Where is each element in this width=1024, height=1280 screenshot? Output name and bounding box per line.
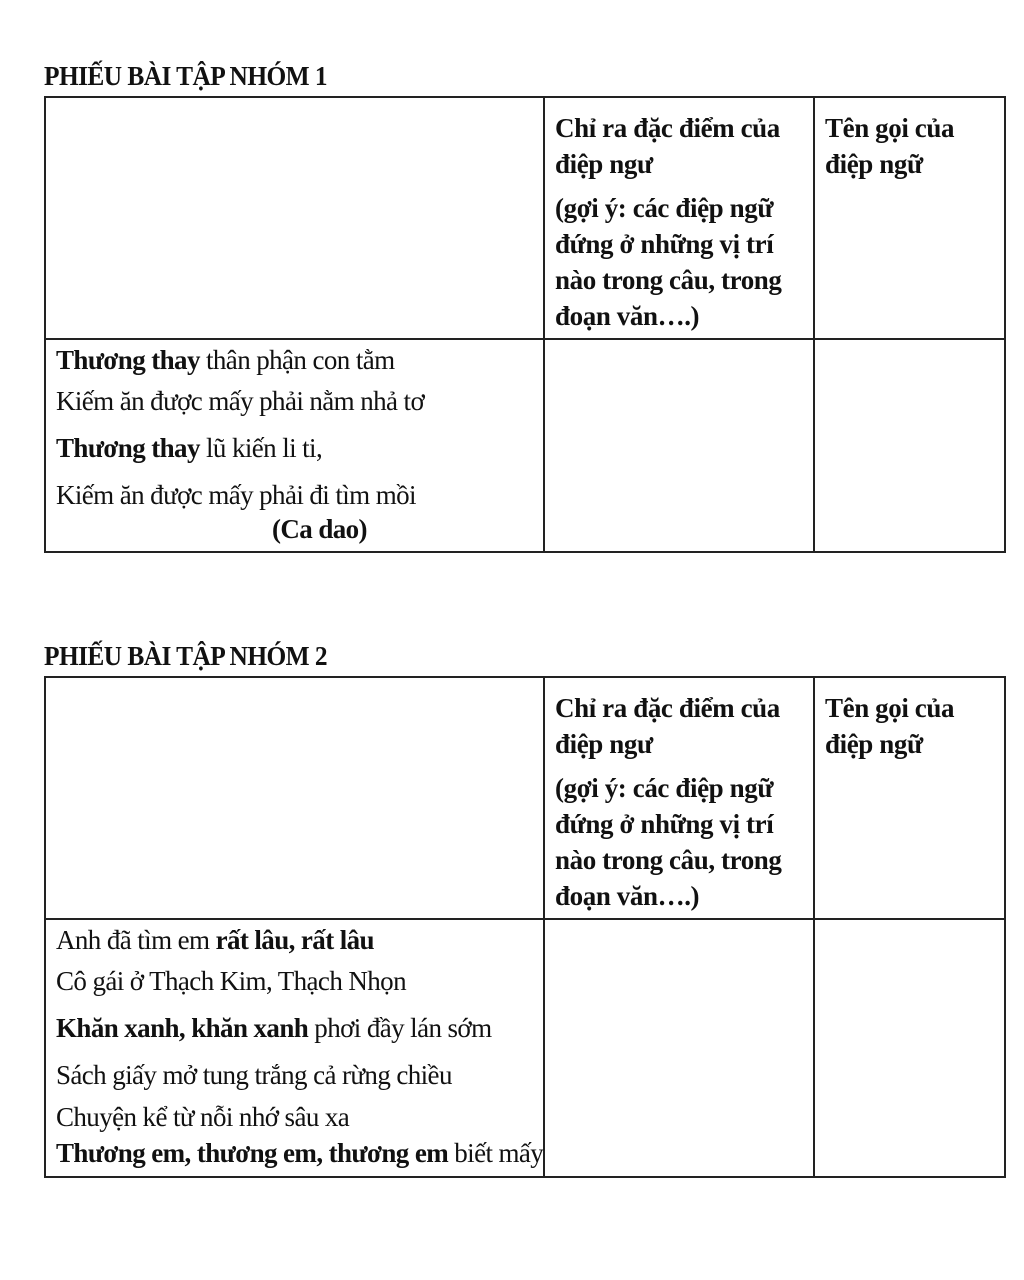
poem-line: Cô gái ở Thạch Kim, Thạch Nhọn bbox=[56, 966, 406, 996]
exercise-table bbox=[44, 676, 1006, 1178]
worksheet-group-2 bbox=[44, 640, 1004, 1178]
header-cell-name bbox=[814, 677, 1005, 919]
answer-cell-characteristics[interactable] bbox=[544, 919, 814, 1177]
poem-cell bbox=[45, 339, 544, 552]
header-characteristics-label: Chỉ ra đặc điểm của điệp ngư bbox=[555, 693, 780, 759]
poem-line: Anh đã tìm em rất lâu, rất lâu bbox=[56, 925, 374, 955]
table-row bbox=[45, 339, 1005, 552]
header-cell-empty bbox=[45, 677, 544, 919]
header-characteristics-hint: (gợi ý: các điệp ngữ đứng ở những vị trí nào trong câu, trong đoạn văn….) bbox=[555, 773, 782, 911]
answer-cell-characteristics[interactable] bbox=[544, 339, 814, 552]
poem-line: Thương thay thân phận con tằm bbox=[56, 345, 395, 375]
header-cell-empty bbox=[45, 97, 544, 339]
header-name-label: Tên gọi của điệp ngữ bbox=[825, 693, 955, 759]
table-header-row bbox=[45, 97, 1005, 339]
header-cell-name bbox=[814, 97, 1005, 339]
header-cell-characteristics bbox=[544, 97, 814, 339]
poem-cell bbox=[45, 919, 544, 1177]
header-characteristics-label: Chỉ ra đặc điểm của điệp ngư bbox=[555, 113, 780, 179]
poem-line: Thương thay lũ kiến li ti, bbox=[56, 433, 323, 463]
header-characteristics-hint: (gợi ý: các điệp ngữ đứng ở những vị trí nào trong câu, trong đoạn văn….) bbox=[555, 193, 782, 331]
answer-cell-name[interactable] bbox=[814, 919, 1005, 1177]
poem-line: Thương em, thương em, thương em biết mấy bbox=[56, 1138, 544, 1168]
worksheet-group-1 bbox=[44, 60, 1004, 553]
poem-line: Kiếm ăn được mấy phải đi tìm mồi bbox=[56, 480, 416, 510]
poem-line: Chuyện kể từ nỗi nhớ sâu xa bbox=[56, 1102, 350, 1132]
exercise-table bbox=[44, 96, 1006, 553]
worksheet-title: PHIẾU BÀI TẬP NHÓM 1 bbox=[44, 61, 327, 91]
poem-line: Kiếm ăn được mấy phải nằm nhả tơ bbox=[56, 386, 425, 416]
poem-line: Khăn xanh, khăn xanh phơi đầy lán sớm bbox=[56, 1013, 492, 1043]
answer-cell-name[interactable] bbox=[814, 339, 1005, 552]
table-row bbox=[45, 919, 1005, 1177]
header-name-label: Tên gọi của điệp ngữ bbox=[825, 113, 955, 179]
poem-source: (Ca dao) bbox=[272, 514, 367, 544]
table-header-row bbox=[45, 677, 1005, 919]
header-cell-characteristics bbox=[544, 677, 814, 919]
poem-line: Sách giấy mở tung trắng cả rừng chiều bbox=[56, 1060, 452, 1090]
worksheet-title: PHIẾU BÀI TẬP NHÓM 2 bbox=[44, 641, 327, 671]
